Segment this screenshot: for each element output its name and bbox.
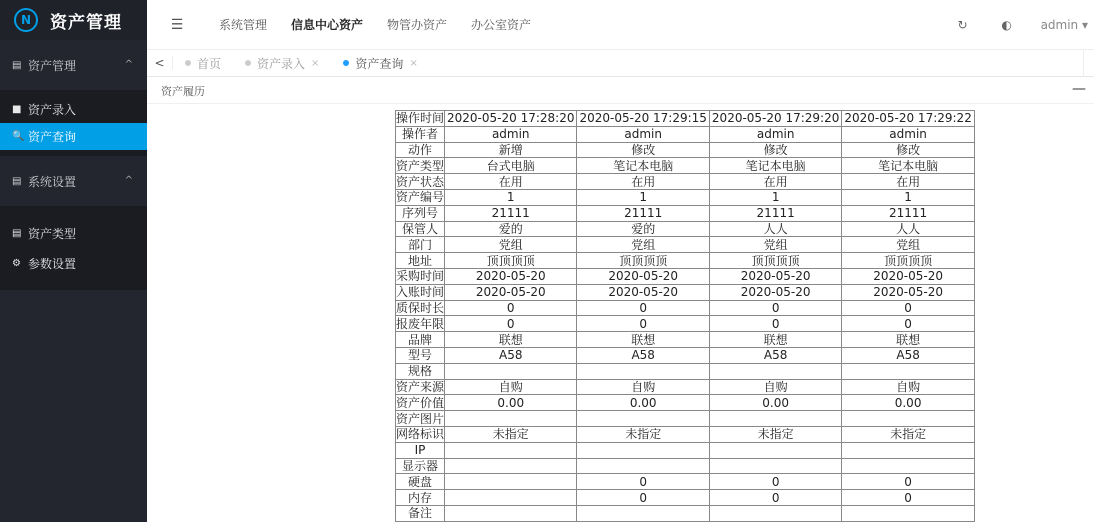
row-label: 保管人: [396, 221, 445, 237]
row-label: 操作时间: [396, 111, 445, 126]
sidebar-item-parameter-settings[interactable]: [0, 248, 147, 278]
table-cell: 自购: [445, 379, 577, 395]
table-cell: 党组: [577, 237, 709, 253]
table-cell: 顶顶顶顶: [445, 253, 577, 269]
table-cell: [577, 505, 709, 521]
sidebar-submenu: [0, 206, 147, 290]
table-cell: 1: [842, 189, 974, 205]
tab-home[interactable]: [173, 50, 233, 77]
table-cell: 0: [577, 474, 709, 490]
table-cell: [445, 411, 577, 427]
table-cell: [842, 442, 974, 458]
grid-icon: ▤: [12, 227, 22, 239]
table-cell: [445, 363, 577, 379]
table-cell: [709, 363, 841, 379]
table-row: [396, 474, 975, 490]
table-cell: [445, 442, 577, 458]
row-label: 资产类型: [396, 158, 445, 173]
table-cell: 0.00: [709, 395, 841, 411]
table-row: [396, 426, 975, 442]
table-cell: 0.00: [577, 395, 709, 411]
panel-header: [147, 78, 1094, 104]
row-label: 入账时间: [396, 285, 445, 300]
table-cell: 2020-05-20: [842, 284, 974, 300]
table-cell: 人人: [842, 221, 974, 237]
table-row: [396, 174, 975, 190]
table-cell: 2020-05-20: [577, 284, 709, 300]
table-cell: admin: [577, 126, 709, 142]
chevron-up-icon: ^: [124, 59, 133, 70]
table-cell: 0: [445, 300, 577, 316]
sidebar-item-label: 资产录入: [28, 103, 77, 117]
row-label: 显示器: [396, 458, 445, 474]
table-cell: 0: [842, 316, 974, 332]
sidebar-item-label: 资产类型: [28, 226, 77, 241]
table-cell: admin: [842, 126, 974, 142]
chevron-left-icon[interactable]: <: [147, 56, 173, 70]
table-cell: 未指定: [445, 426, 577, 442]
row-label: IP: [396, 442, 445, 458]
table-cell: [842, 505, 974, 521]
table-cell: 21111: [842, 205, 974, 221]
table-row: [396, 221, 975, 237]
row-label: 动作: [396, 142, 445, 158]
brand-logo[interactable]: [0, 0, 147, 40]
table-cell: 0: [577, 316, 709, 332]
topnav-property-office-assets[interactable]: 物管办资产: [387, 17, 448, 32]
top-right-tools: [941, 0, 1094, 50]
table-cell: 笔记本电脑: [577, 158, 709, 174]
table-cell: [445, 505, 577, 521]
row-label: 硬盘: [396, 474, 445, 490]
table-cell: 党组: [445, 237, 577, 253]
table-cell: 联想: [577, 332, 709, 348]
table-cell: 2020-05-20 17:29:15: [577, 111, 709, 127]
table-row: [396, 411, 975, 427]
table-cell: 在用: [842, 174, 974, 190]
table-cell: 党组: [842, 237, 974, 253]
table-cell: 台式电脑: [445, 158, 577, 174]
table-cell: admin: [709, 126, 841, 142]
table-row: [396, 111, 975, 127]
table-cell: 笔记本电脑: [842, 158, 974, 174]
sidebar-group-label: 资产管理: [28, 58, 77, 73]
table-row: [396, 300, 975, 316]
table-cell: 修改: [577, 142, 709, 158]
table-cell: 0: [842, 300, 974, 316]
table-cell: 0: [445, 316, 577, 332]
table-cell: 2020-05-20: [577, 268, 709, 284]
tab-asset-query[interactable]: [331, 50, 429, 77]
table-cell: A58: [842, 347, 974, 363]
row-label: 资产来源: [396, 379, 445, 394]
table-row: [396, 442, 975, 458]
table-row: [396, 379, 975, 395]
refresh-icon[interactable]: ↻: [957, 18, 968, 32]
table-cell: 0: [577, 300, 709, 316]
close-icon[interactable]: ×: [311, 57, 320, 69]
table-row: [396, 505, 975, 521]
table-row: [396, 268, 975, 284]
table-cell: 0: [709, 300, 841, 316]
row-label: 质保时长: [396, 300, 445, 315]
table-cell: 1: [577, 189, 709, 205]
table-cell: 爱的: [577, 221, 709, 237]
table-cell: [577, 458, 709, 474]
table-cell: A58: [709, 347, 841, 363]
table-cell: 未指定: [577, 426, 709, 442]
tab-dot-icon: [245, 60, 251, 66]
table-cell: 在用: [577, 174, 709, 190]
table-cell: 在用: [709, 174, 841, 190]
close-icon[interactable]: ×: [409, 57, 418, 69]
table-cell: 21111: [445, 205, 577, 221]
table-cell: A58: [577, 347, 709, 363]
table-cell: 21111: [577, 205, 709, 221]
table-cell: 自购: [842, 379, 974, 395]
table-cell: [577, 411, 709, 427]
table-row: [396, 332, 975, 348]
topnav-system-management[interactable]: 系统管理: [219, 17, 268, 32]
panel-title: 资产履历: [161, 84, 205, 98]
table-row: [396, 237, 975, 253]
table-row: [396, 205, 975, 221]
row-label: 品牌: [396, 332, 445, 348]
table-cell: 0.00: [842, 395, 974, 411]
table-row: [396, 363, 975, 379]
brand-title: 资产管理: [50, 12, 122, 33]
table-row: [396, 158, 975, 174]
table-cell: 1: [709, 189, 841, 205]
table-cell: [842, 458, 974, 474]
table-row: [396, 347, 975, 363]
table-cell: 2020-05-20 17:29:22: [842, 111, 974, 127]
sidebar-group-asset-management[interactable]: [0, 40, 147, 90]
topnav-info-center-assets[interactable]: 信息中心资产: [291, 17, 364, 32]
table-cell: 0: [842, 490, 974, 506]
row-label: 型号: [396, 347, 445, 363]
table-cell: [445, 458, 577, 474]
table-row: [396, 253, 975, 269]
gear-icon: ⚙: [12, 257, 21, 269]
asset-history-panel: [147, 78, 1094, 522]
table-row: [396, 490, 975, 506]
entry-icon: ■: [12, 104, 22, 115]
collapse-icon[interactable]: —: [1072, 81, 1086, 97]
tab-label: 资产查询: [355, 56, 404, 71]
table-cell: 修改: [709, 142, 841, 158]
table-cell: 2020-05-20: [842, 268, 974, 284]
tab-dot-icon: [343, 60, 349, 66]
table-cell: 2020-05-20: [445, 284, 577, 300]
table-cell: 2020-05-20 17:28:20: [445, 111, 577, 127]
table-cell: 2020-05-20: [445, 268, 577, 284]
table-cell: 笔记本电脑: [709, 158, 841, 174]
table-cell: [445, 474, 577, 490]
table-cell: 0.00: [445, 395, 577, 411]
theme-icon[interactable]: ◐: [1001, 18, 1012, 32]
row-label: 采购时间: [396, 269, 445, 284]
table-cell: 1: [445, 189, 577, 205]
grid-icon: ▤: [12, 59, 22, 71]
chevron-up-icon: ^: [124, 175, 133, 186]
table-cell: 0: [709, 316, 841, 332]
table-cell: 爱的: [445, 221, 577, 237]
sidebar-group-label: 系统设置: [28, 174, 77, 189]
page-tabs: [147, 50, 1094, 77]
table-row: [396, 142, 975, 158]
top-header: [147, 0, 1094, 50]
table-cell: 联想: [445, 332, 577, 348]
table-row: [396, 284, 975, 300]
table-cell: 未指定: [709, 426, 841, 442]
table-cell: 新增: [445, 142, 577, 158]
search-icon: 🔍: [12, 131, 25, 142]
table-cell: [709, 458, 841, 474]
menu-toggle-icon[interactable]: ☰: [170, 16, 184, 33]
table-cell: [842, 363, 974, 379]
table-cell: 自购: [577, 379, 709, 395]
row-label: 资产价值: [396, 395, 445, 410]
table-cell: 联想: [842, 332, 974, 348]
table-cell: A58: [445, 347, 577, 363]
row-label: 内存: [396, 490, 445, 506]
row-label: 操作者: [396, 126, 445, 142]
row-label: 规格: [396, 363, 445, 379]
table-cell: 顶顶顶顶: [842, 253, 974, 269]
table-cell: 0: [842, 474, 974, 490]
row-label: 资产编号: [396, 190, 445, 205]
sidebar-submenu: [0, 90, 147, 156]
tab-asset-entry[interactable]: [233, 50, 331, 77]
table-row: [396, 316, 975, 332]
table-cell: 联想: [709, 332, 841, 348]
table-cell: [445, 490, 577, 506]
table-cell: 自购: [709, 379, 841, 395]
grid-icon: ▤: [12, 175, 22, 187]
table-row: [396, 395, 975, 411]
table-cell: 21111: [709, 205, 841, 221]
sidebar-item-label: 资产查询: [28, 130, 77, 144]
table-cell: 0: [577, 490, 709, 506]
table-cell: admin: [445, 126, 577, 142]
table-row: [396, 189, 975, 205]
sidebar-item-label: 参数设置: [28, 256, 77, 271]
table-cell: [709, 505, 841, 521]
row-label: 资产状态: [396, 174, 445, 189]
tab-label: 首页: [197, 56, 222, 71]
table-cell: 2020-05-20: [709, 284, 841, 300]
sidebar-item-asset-entry[interactable]: [0, 96, 147, 123]
logo-icon: N: [14, 8, 38, 32]
sidebar-item-asset-query[interactable]: [0, 123, 147, 150]
row-label: 网络标识: [396, 427, 445, 442]
table-cell: 党组: [709, 237, 841, 253]
row-label: 地址: [396, 253, 445, 269]
tabs-divider: [1083, 50, 1084, 77]
table-cell: 0: [709, 474, 841, 490]
table-cell: 人人: [709, 221, 841, 237]
table-cell: 2020-05-20 17:29:20: [709, 111, 841, 127]
row-label: 部门: [396, 237, 445, 253]
table-cell: 顶顶顶顶: [577, 253, 709, 269]
sidebar: [0, 0, 147, 522]
table-row: [396, 458, 975, 474]
table-cell: [577, 442, 709, 458]
row-label: 报废年限: [396, 316, 445, 331]
table-cell: [709, 442, 841, 458]
asset-history-table: [395, 110, 975, 522]
table-cell: 顶顶顶顶: [709, 253, 841, 269]
topnav-office-assets[interactable]: 办公室资产: [471, 17, 532, 32]
table-cell: 未指定: [842, 426, 974, 442]
table-cell: [709, 411, 841, 427]
table-cell: [842, 411, 974, 427]
table-cell: [577, 363, 709, 379]
sidebar-item-asset-type[interactable]: [0, 218, 147, 248]
row-label: 备注: [396, 505, 445, 521]
row-label: 资产图片: [396, 411, 445, 426]
sidebar-group-system-settings[interactable]: [0, 156, 147, 206]
table-cell: 0: [709, 490, 841, 506]
user-menu[interactable]: admin ▾: [1040, 18, 1088, 32]
table-row: [396, 126, 975, 142]
tab-label: 资产录入: [257, 56, 306, 71]
table-cell: 修改: [842, 142, 974, 158]
table-cell: 2020-05-20: [709, 268, 841, 284]
tab-dot-icon: [185, 60, 191, 66]
row-label: 序列号: [396, 205, 445, 221]
table-cell: 在用: [445, 174, 577, 190]
